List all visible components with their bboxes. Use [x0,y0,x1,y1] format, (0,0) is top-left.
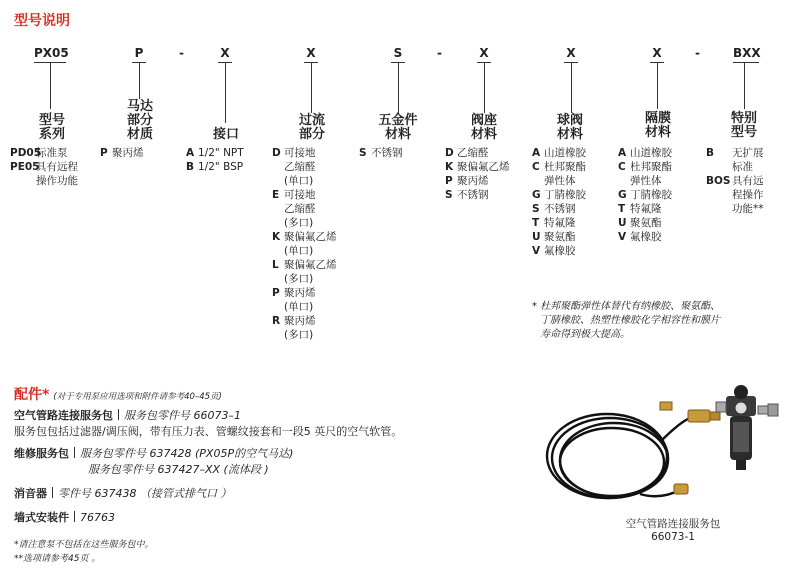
option-code: P [100,147,108,159]
option-text: 杜邦聚酯 [630,161,672,173]
option-row [532,230,586,244]
code-special: BXX [733,46,759,60]
code-px05: PX05 [34,46,66,60]
option-code: L [272,259,279,271]
repair-kit-line-2: 服务包零件号 637427–XX (流体段 ) [88,463,269,476]
option-row [10,146,78,160]
option-row [272,230,337,244]
option-code: D [445,147,454,159]
option-text: (多口) [284,217,314,229]
option-text: 标准泵 [36,147,68,159]
option-row [272,272,337,286]
option-text: 1/2" BSP [198,161,244,173]
option-text: 具有远程 [36,161,78,173]
option-text: 聚偏氟乙烯 [284,231,337,243]
option-row [10,160,78,174]
option-text: 功能** [732,203,764,215]
code-hardware: S [391,46,405,60]
option-row [618,160,672,174]
option-code: PD05 [10,147,42,159]
connector-special [744,63,745,109]
options-special [706,146,764,216]
air-kit-line: 空气管路连接服务包 服务包零件号 66073–1 [14,409,241,422]
code-seat: X [477,46,491,60]
material-footnote: * 杜邦聚酯弹性体替代有纳橡胶、聚氨酯、 丁腈橡胶、热塑性橡胶化学相容性和膜片 寿命得到极大提高。 [532,301,721,340]
option-text: (单口) [284,301,314,313]
option-row [272,174,337,188]
header-motor: 马达 部分 材质 [126,99,153,142]
header-hardware: 五金件 材料 [378,113,418,142]
option-row [706,174,764,188]
code-port: X [218,46,232,60]
option-row [10,174,78,188]
option-text: 丁腈橡胶 [630,189,672,201]
option-row [706,160,764,174]
wall-mount-line: 墙式安装件 76763 [14,511,115,524]
option-row [272,244,337,258]
option-code: A [532,147,541,159]
option-code: T [532,217,540,229]
code-dash-3: - [695,46,700,60]
option-code: U [532,231,541,243]
option-code: S [359,147,367,159]
connector-filter [311,63,312,113]
accessories-note: (对于专用泵应用选项和附件请参考40–45页) [53,392,222,402]
option-row [445,188,510,202]
option-row [706,188,764,202]
header-port: 接口 [212,127,239,142]
option-code [272,216,284,230]
option-code [706,188,732,202]
option-row [272,286,337,300]
option-code [10,174,36,188]
option-code: B [186,161,195,173]
code-diaphragm: X [650,46,664,60]
option-text: 聚氨酯 [630,217,662,229]
option-code: K [445,161,454,173]
option-text: 聚氨酯 [544,231,576,243]
option-text: 聚偏氟乙烯 [284,259,337,271]
option-code: V [532,245,541,257]
header-filter: 过流 部分 [298,113,325,142]
options-port [186,146,244,174]
option-code: A [618,147,627,159]
option-row [272,188,337,202]
option-text: (多口) [284,273,314,285]
options-diaphragm [618,146,672,244]
option-text: (单口) [284,175,314,187]
option-text: (多口) [284,329,314,341]
option-code [272,328,284,342]
option-row [618,202,672,216]
option-text: 1/2" NPT [198,147,244,159]
option-row [272,314,337,328]
option-row [532,244,586,258]
option-row [272,300,337,314]
option-code: S [532,203,540,215]
option-code: U [618,217,627,229]
muffler-line: 消音器 零件号 637438 （接管式排气口 ） [14,487,232,500]
option-text: 具有远 [732,175,764,187]
options-hardware [359,146,403,160]
option-code: A [186,147,195,159]
option-row [532,160,586,174]
option-text: 氟橡胶 [630,231,662,243]
option-text: 操作功能 [36,175,78,187]
code-motor: P [132,46,146,60]
option-text: 无扩展 [732,147,764,159]
option-row [532,216,586,230]
kit-caption: 空气管路连接服务包 66073-1 [625,518,721,543]
header-ball: 球阀 材料 [556,113,583,142]
header-model: 型号 系列 [38,113,65,142]
option-text: 程操作 [732,189,764,201]
option-text: 不锈钢 [457,189,489,201]
option-code: R [272,315,281,327]
option-text: 特氟隆 [630,203,662,215]
option-code [272,202,284,216]
option-row [359,146,403,160]
option-row [272,258,337,272]
note-pump-not-included: *请注意泵不包括在这些服务包中。 [14,540,154,550]
option-row [532,174,586,188]
option-row [618,146,672,160]
header-diaphragm: 隔膜 材料 [644,111,671,140]
option-text: 聚丙烯 [284,315,316,327]
option-row [532,188,586,202]
option-code [272,272,284,286]
option-row [445,174,510,188]
code-dash-1: - [179,46,184,60]
option-row [706,146,764,160]
connector-hardware [398,63,399,113]
option-code [532,174,544,188]
option-code: V [618,231,627,243]
option-text: 不锈钢 [371,147,403,159]
option-text: 氟橡胶 [544,245,576,257]
option-text: 可接地 [284,147,316,159]
code-filter: X [304,46,318,60]
note-options-page: **选项请参考45页 。 [14,554,101,564]
option-text: 丁腈橡胶 [544,189,586,201]
connector-diaphragm [657,63,658,109]
option-text: 标准 [732,161,753,173]
option-text: 特氟隆 [544,217,576,229]
option-code [272,244,284,258]
page-title: 型号说明 [14,13,70,29]
option-code: PE05 [10,161,40,173]
option-row [445,146,510,160]
option-text: 乙缩醛 [284,161,316,173]
option-code [706,160,732,174]
option-text: 山道橡胶 [544,147,586,159]
air-kit-description: 服务包包括过滤器/调压阀，带有压力表、管螺纹接套和一段5 英尺的空气软管。 [14,425,403,438]
option-row [272,202,337,216]
connector-motor [139,63,140,99]
connector-seat [484,63,485,113]
repair-kit-line: 维修服务包 服务包零件号 637428 (PX05P的空气马达) [14,447,294,460]
option-text: 杜邦聚酯 [544,161,586,173]
option-code [272,300,284,314]
connector-port [225,63,226,123]
option-row [532,146,586,160]
header-seat: 阀座 材料 [470,113,497,142]
option-text: 山道橡胶 [630,147,672,159]
option-code: P [272,287,280,299]
option-text: 聚偏氟乙烯 [457,161,510,173]
option-row [272,216,337,230]
option-row [532,202,586,216]
option-text: 可接地 [284,189,316,201]
option-text: 聚丙烯 [284,287,316,299]
header-special: 特别 型号 [730,111,757,140]
options-model [10,146,78,188]
option-text: 乙缩醛 [284,203,316,215]
option-row [272,328,337,342]
option-text: 乙缩醛 [457,147,489,159]
option-row [618,230,672,244]
option-row [618,216,672,230]
option-text: 弹性体 [544,175,576,187]
option-text: 不锈钢 [544,203,576,215]
option-text: 弹性体 [630,175,662,187]
option-code: D [272,147,281,159]
option-code: P [445,175,453,187]
option-row [272,160,337,174]
connector-ball [571,63,572,113]
option-row [445,160,510,174]
option-code [618,174,630,188]
accessories-title: 配件* (对于专用泵应用选项和附件请参考40–45页) [14,387,222,403]
code-ball: X [564,46,578,60]
option-row [706,202,764,216]
code-dash-2: - [437,46,442,60]
options-filter [272,146,337,342]
option-text: 聚丙烯 [457,175,489,187]
options-motor [100,146,144,160]
option-code: B [706,147,715,159]
option-text: (单口) [284,245,314,257]
option-code: K [272,231,281,243]
option-code: T [618,203,626,215]
option-code [706,202,732,216]
option-code: S [445,189,453,201]
air-line-kit-illustration [540,382,780,514]
connector-model [50,63,51,109]
option-row [618,174,672,188]
option-code: C [532,161,540,173]
options-ball [532,146,586,258]
option-code [272,160,284,174]
option-row [186,160,244,174]
option-code: G [618,189,627,201]
option-row [618,188,672,202]
option-row [100,146,144,160]
option-code: C [618,161,626,173]
option-row [186,146,244,160]
option-row [272,146,337,160]
option-code [272,174,284,188]
option-text: 聚丙烯 [112,147,144,159]
options-seat [445,146,510,202]
option-code: E [272,189,280,201]
option-code: G [532,189,541,201]
option-code: BOS [706,175,731,187]
